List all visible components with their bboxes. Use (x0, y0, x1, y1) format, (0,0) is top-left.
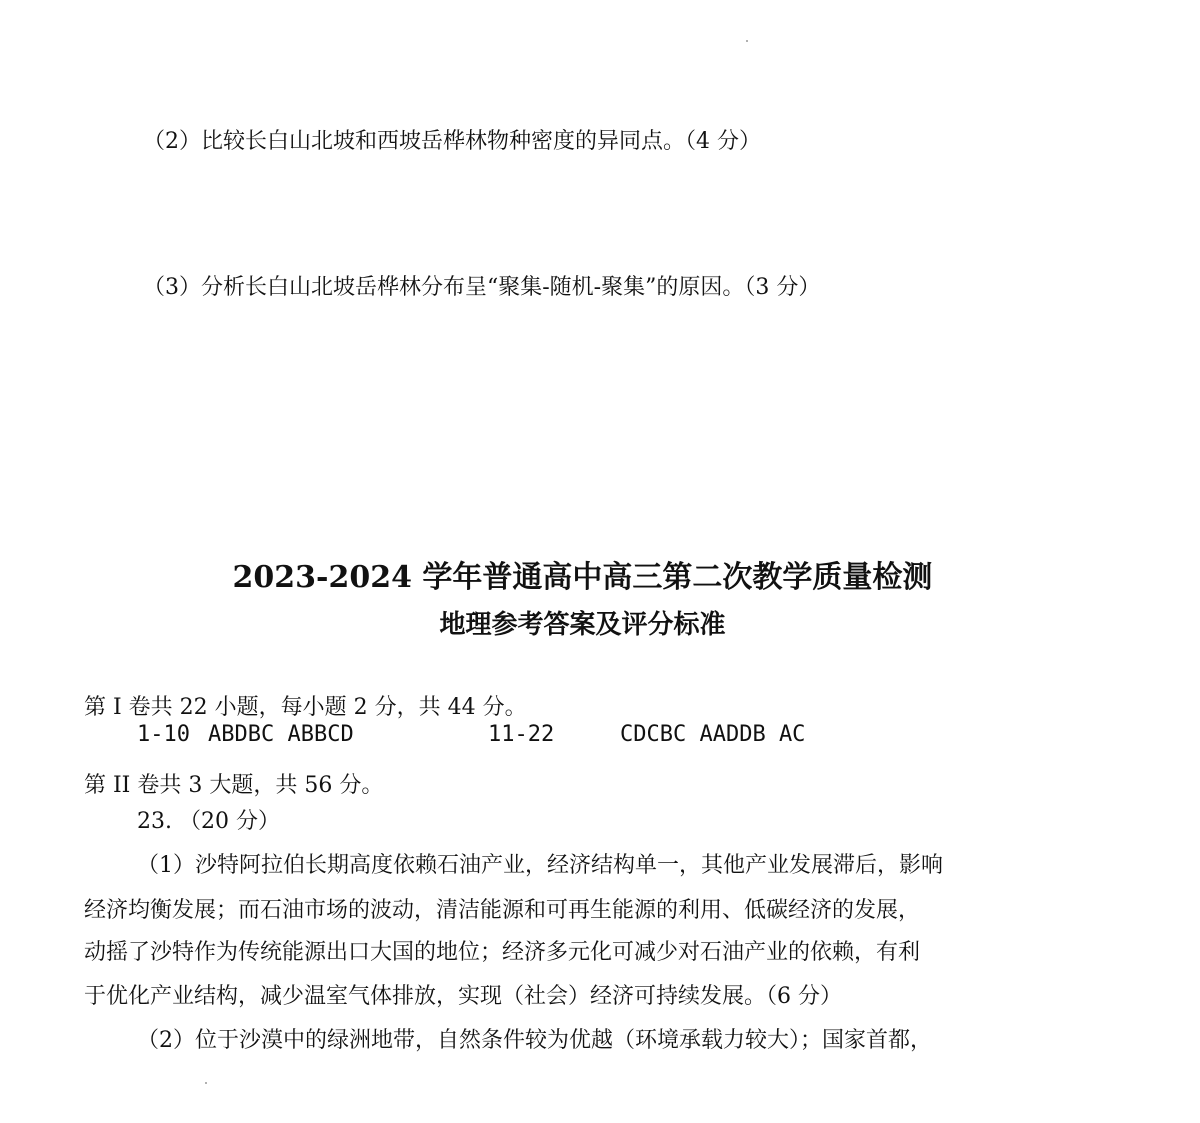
q23-2-line: （2）位于沙漠中的绿洲地带，自然条件较为优越（环境承载力较大）；国家首都， (137, 1028, 932, 1053)
q23-1-line: 动摇了沙特作为传统能源出口大国的地位；经济多元化可减少对石油产业的依赖，有利 (84, 940, 921, 965)
question-2: （2）比较长白山北坡和西坡岳桦林物种密度的异同点。（4 分） (143, 129, 761, 154)
q23-1-line: 于优化产业结构，减少温室气体排放，实现（社会）经济可持续发展。（6 分） (84, 984, 842, 1009)
part1-header: 第 I 卷共 22 小题，每小题 2 分，共 44 分。 (84, 695, 527, 720)
question-23-header: 23. （20 分） (137, 809, 280, 834)
scan-artifact-dot (205, 1082, 207, 1084)
part2-header: 第 II 卷共 3 大题，共 56 分。 (84, 773, 384, 798)
mc-answers-1-10-label: 1-10 (137, 722, 190, 747)
mc-answers-1-10: ABDBC ABBCD (208, 722, 354, 747)
mc-answers-11-22: CDCBC AADDB AC (620, 722, 806, 747)
q23-1-line: （1）沙特阿拉伯长期高度依赖石油产业，经济结构单一，其他产业发展滞后，影响 (137, 853, 943, 878)
q23-1-line: 经济均衡发展；而石油市场的波动，清洁能源和可再生能源的利用、低碳经济的发展， (84, 898, 921, 923)
question-3: （3）分析长白山北坡岳桦林分布呈“聚集-随机-聚集”的原因。（3 分） (143, 275, 821, 300)
mc-answers-11-22-label: 11-22 (488, 722, 555, 747)
scan-artifact-dot (746, 40, 748, 42)
answer-key-subtitle: 地理参考答案及评分标准 (439, 610, 726, 640)
answer-key-title: 2023-2024 学年普通高中高三第二次教学质量检测 (232, 560, 933, 595)
